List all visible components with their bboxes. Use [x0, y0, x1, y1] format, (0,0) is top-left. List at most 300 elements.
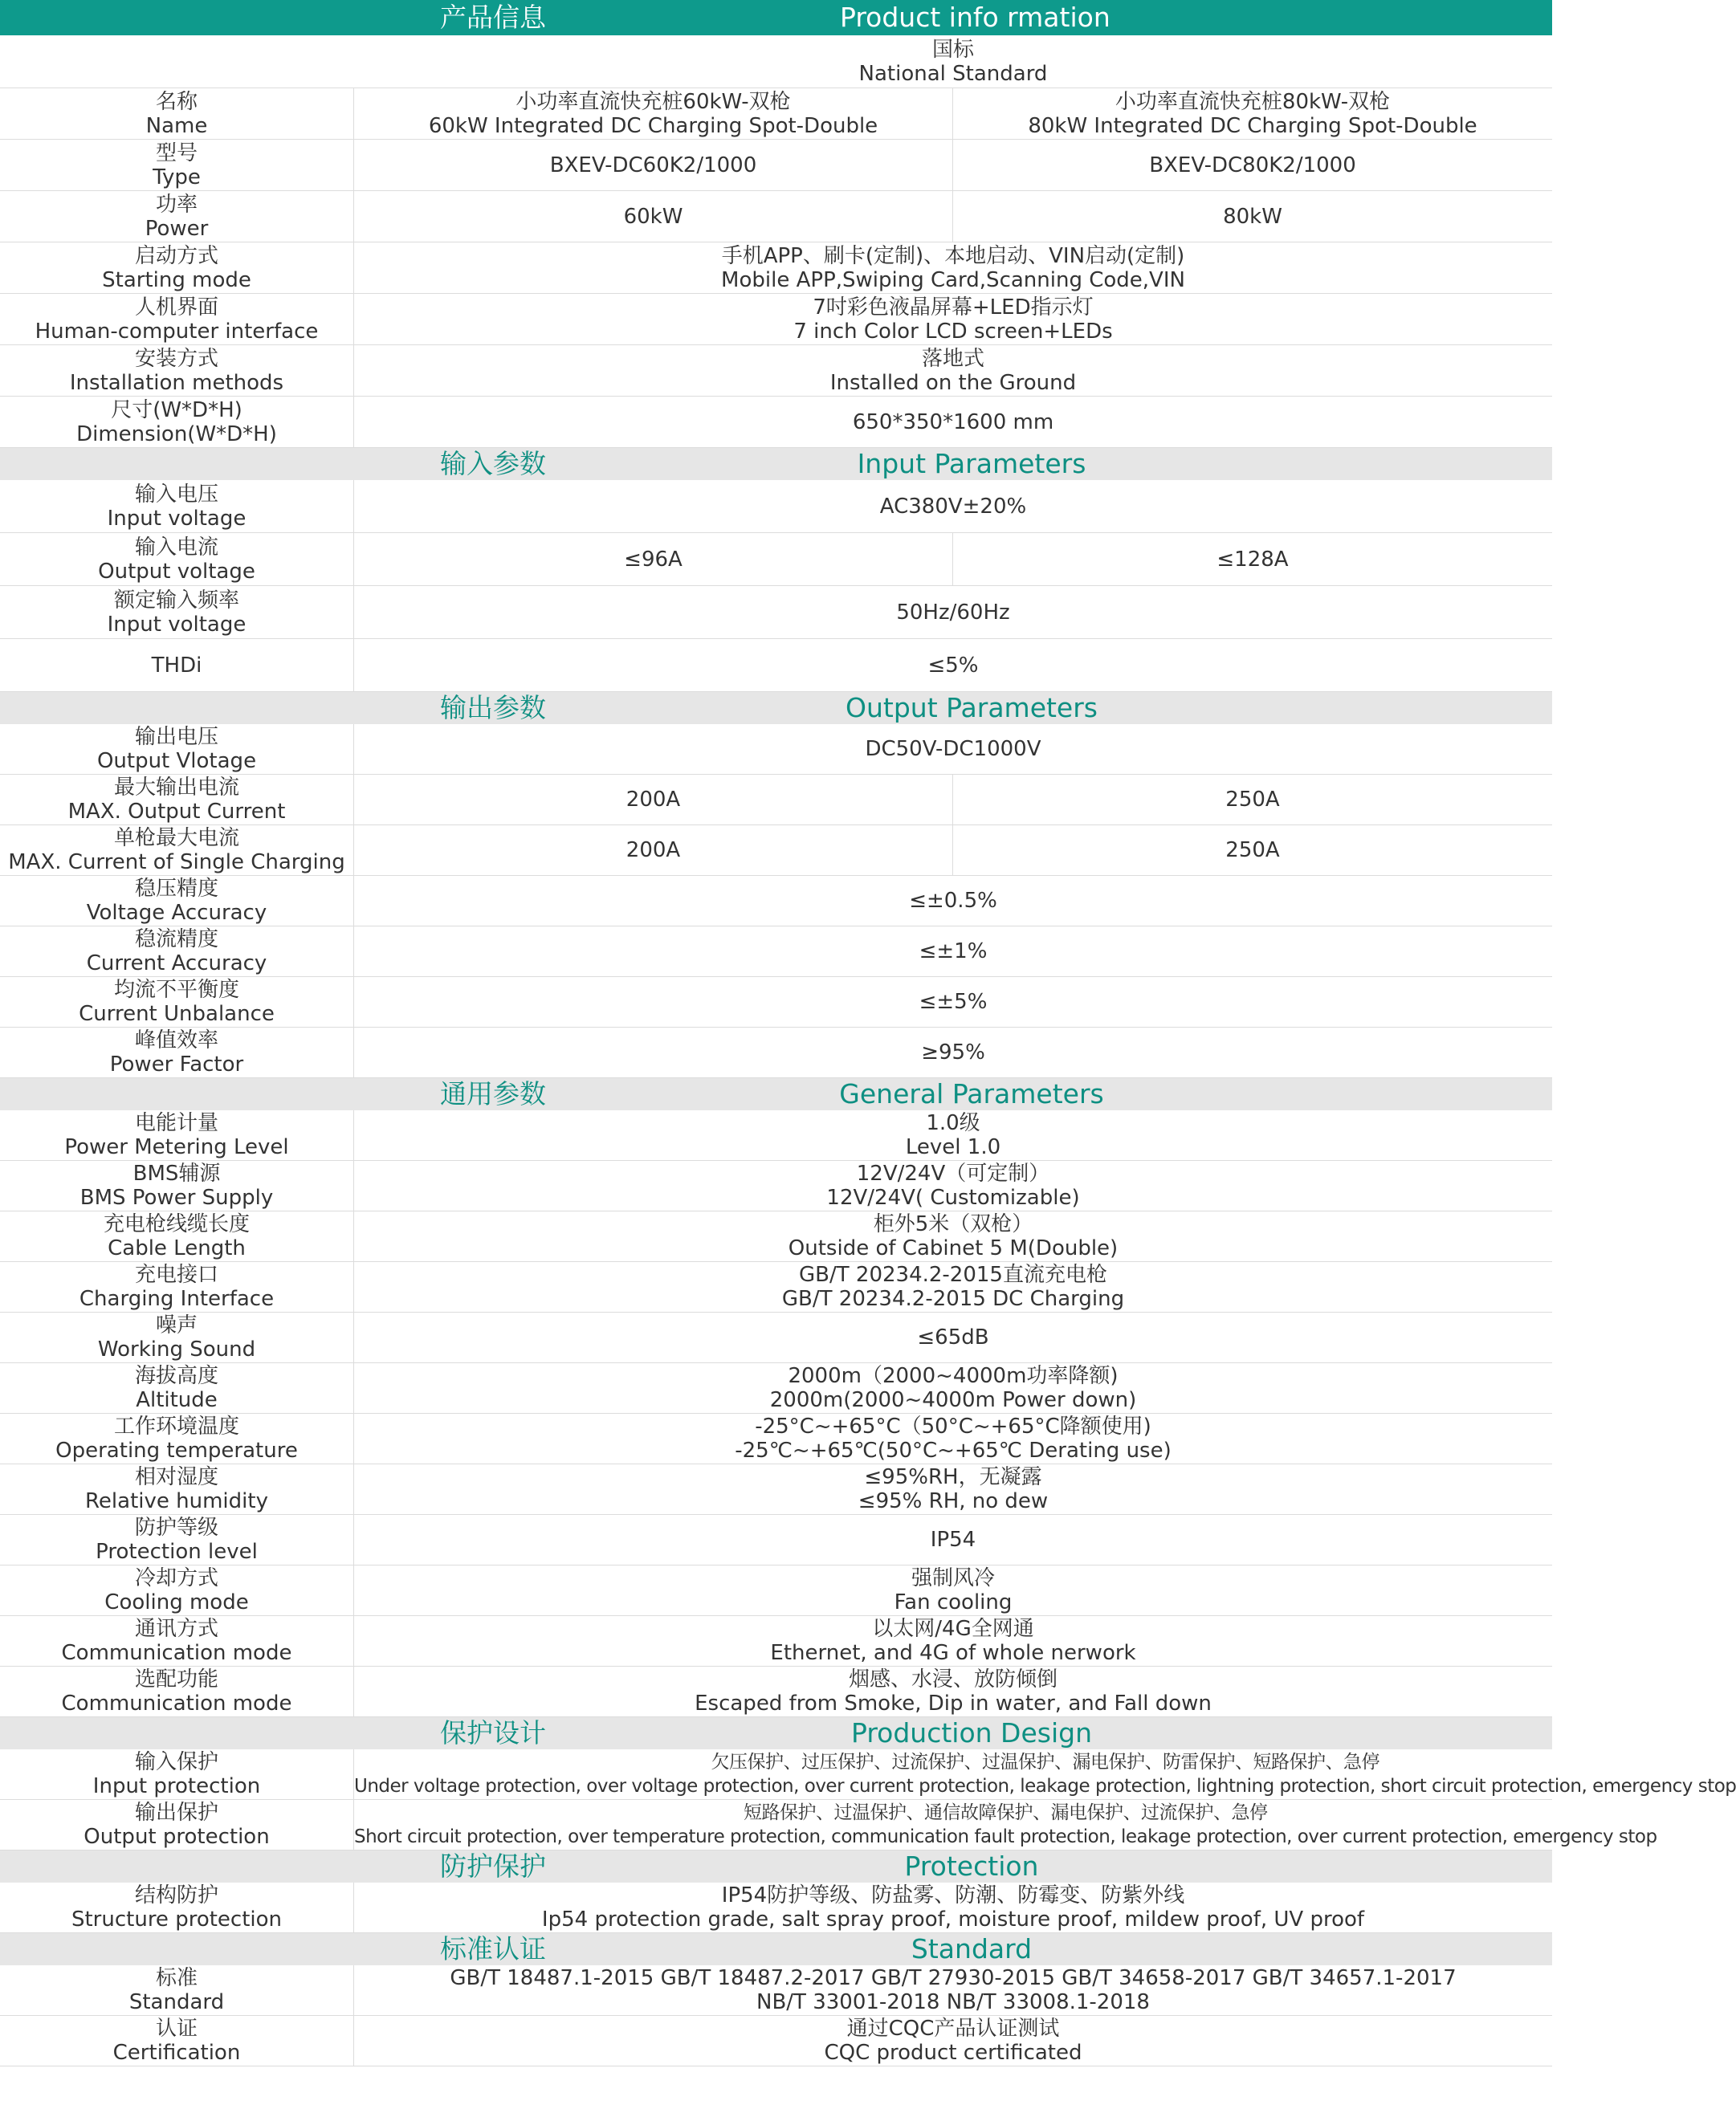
output-parameters-title-en: Output Parameters	[846, 692, 1098, 723]
value-line: 欠压保护、过压保护、过流保护、过温保护、漏电保护、防雷保护、短路保护、急停	[711, 1752, 1379, 1773]
value-cell-60kw	[354, 88, 953, 139]
row-label	[0, 1313, 354, 1362]
label-en: Certification	[112, 2041, 241, 2065]
header-title-zh: 产品信息	[440, 2, 546, 33]
protection-title-en: Protection	[904, 1850, 1039, 1882]
value-line: 12V/24V( Customizable)	[826, 1186, 1080, 1210]
general-parameters-title-zh: 通用参数	[440, 1078, 546, 1109]
label-en: Input voltage	[107, 612, 247, 637]
label-en: Input voltage	[107, 506, 247, 531]
label-zh: 海拔高度	[134, 1364, 218, 1388]
table-row	[0, 1211, 1552, 1262]
row-values	[354, 1313, 1552, 1362]
value-cell	[354, 397, 1552, 447]
label-zh: 电能计量	[134, 1111, 218, 1135]
value-cell-60kw	[354, 533, 953, 585]
row-label	[0, 1667, 354, 1716]
label-zh: BMS辅源	[132, 1162, 221, 1186]
row-label	[0, 1565, 354, 1615]
label-en: Output Vlotage	[96, 749, 257, 773]
value-line: Installed on the Ground	[829, 370, 1077, 395]
value-line: 小功率直流快充桩80kW-双枪	[1115, 89, 1391, 114]
table-row	[0, 1028, 1552, 1078]
row-values	[354, 1515, 1552, 1565]
value-line: Fan cooling	[894, 1590, 1013, 1614]
label-zh: 标准	[155, 1966, 198, 1990]
label-zh: 选配功能	[134, 1667, 218, 1692]
table-row	[0, 1749, 1736, 1800]
row-label	[0, 140, 354, 190]
row-values	[354, 1414, 1552, 1464]
row-values	[354, 775, 1552, 824]
row-label	[0, 242, 354, 293]
table-row	[0, 1414, 1552, 1464]
row-label	[0, 1883, 354, 1932]
value-line: 80kW	[1223, 204, 1282, 229]
label-zh: 结构防护	[134, 1883, 218, 1907]
value-line: ≤5%	[927, 653, 979, 678]
value-cell	[354, 1161, 1552, 1211]
output-parameters-title-zh: 输出参数	[440, 692, 546, 723]
value-cell	[354, 1211, 1552, 1261]
value-line: 650*350*1600 mm	[852, 409, 1054, 434]
label-zh: 型号	[155, 140, 198, 165]
value-line: Level 1.0	[905, 1135, 1001, 1159]
input-parameters-title-en: Input Parameters	[857, 448, 1086, 479]
label-zh: 功率	[155, 192, 198, 217]
table-row	[0, 724, 1552, 775]
value-line: 短路保护、过温保护、通信故障保护、漏电保护、过流保护、急停	[744, 1802, 1268, 1823]
row-values	[354, 242, 1552, 293]
table-row	[0, 1515, 1552, 1565]
value-cell	[354, 876, 1552, 926]
row-values	[354, 926, 1552, 976]
row-label	[0, 1028, 354, 1077]
row-label	[0, 191, 354, 242]
row-values	[354, 140, 1552, 190]
table-row	[0, 926, 1552, 977]
value-line: 60kW	[623, 204, 683, 229]
label-en: Communication mode	[61, 1692, 292, 1716]
label-en: Protection level	[96, 1540, 258, 1564]
output-parameters-header	[0, 692, 1552, 724]
row-label	[0, 1616, 354, 1666]
row-label	[0, 1515, 354, 1565]
value-cell	[354, 639, 1552, 691]
value-line: 1.0级	[926, 1111, 980, 1135]
protection-design-title-zh: 保护设计	[440, 1717, 546, 1749]
value-cell-80kw	[953, 191, 1552, 242]
row-values	[354, 1161, 1552, 1211]
value-line: ≤±0.5%	[909, 889, 997, 913]
value-cell	[354, 1262, 1552, 1312]
row-values	[354, 1110, 1552, 1160]
label-en: Name	[145, 113, 208, 138]
value-line: DC50V-DC1000V	[865, 737, 1041, 761]
value-cell	[354, 1028, 1552, 1077]
value-cell-80kw	[953, 140, 1552, 190]
value-cell	[354, 242, 1552, 293]
label-en: Structure protection	[71, 1907, 283, 1932]
value-line: 烟感、水浸、放防倾倒	[848, 1667, 1057, 1692]
row-label	[0, 1363, 354, 1413]
table-row	[0, 191, 1552, 242]
table-row	[0, 775, 1552, 825]
value-cell-60kw	[354, 825, 953, 875]
row-label	[0, 1161, 354, 1211]
row-values	[354, 1028, 1552, 1077]
row-values	[354, 1565, 1552, 1615]
value-line: 2000m（2000~4000m功率降额)	[788, 1364, 1119, 1388]
value-line: 通过CQC产品认证测试	[846, 2017, 1060, 2041]
value-line: 落地式	[921, 346, 984, 371]
label-zh: 峰值效率	[134, 1028, 218, 1052]
row-label	[0, 825, 354, 875]
label-zh: 均流不平衡度	[113, 978, 239, 1002]
table-row	[0, 1363, 1552, 1414]
row-values	[354, 345, 1552, 396]
label-zh: 安装方式	[134, 346, 218, 371]
protection-header	[0, 1850, 1552, 1883]
table-row	[0, 140, 1552, 191]
label-zh: 名称	[155, 89, 198, 114]
product-info-header	[0, 0, 1552, 35]
label-en: Type	[153, 165, 201, 189]
row-label	[0, 639, 354, 691]
value-cell-60kw	[354, 191, 953, 242]
value-cell	[354, 977, 1552, 1027]
standard-row	[0, 35, 1552, 88]
value-cell	[354, 1749, 1736, 1799]
value-cell	[354, 1110, 1552, 1160]
value-cell	[354, 724, 1552, 774]
row-label	[0, 724, 354, 774]
row-label	[0, 2016, 354, 2066]
label-zh: 工作环境温度	[113, 1415, 239, 1439]
row-label	[0, 397, 354, 447]
value-cell	[354, 1565, 1552, 1615]
label-en: THDi	[151, 653, 202, 678]
value-line: 200A	[626, 788, 681, 812]
label-zh: 输出电压	[134, 725, 218, 749]
table-row	[0, 1464, 1552, 1515]
row-label	[0, 345, 354, 396]
label-en: Cable Length	[108, 1236, 246, 1260]
label-en: Power Metering Level	[64, 1135, 289, 1159]
label-zh: 输出保护	[134, 1801, 218, 1825]
row-label	[0, 876, 354, 926]
value-line: Escaped from Smoke, Dip in water, and Fall down	[695, 1692, 1212, 1716]
label-zh: 冷却方式	[134, 1566, 218, 1590]
value-line: Ethernet, and 4G of whole nerwork	[770, 1641, 1136, 1665]
value-line: 80kW Integrated DC Charging Spot-Double	[1028, 113, 1477, 138]
table-row	[0, 977, 1552, 1028]
label-en: Operating temperature	[55, 1439, 298, 1463]
value-line: Outside of Cabinet 5 M(Double)	[788, 1236, 1119, 1260]
value-line: 7 inch Color LCD screen+LEDs	[793, 319, 1113, 344]
value-line: 7吋彩色液晶屏幕+LED指示灯	[813, 295, 1094, 320]
value-line: IP54防护等级、防盐雾、防潮、防霉变、防紫外线	[721, 1883, 1185, 1907]
row-values	[354, 724, 1552, 774]
value-line: ≥95%	[921, 1040, 985, 1065]
value-line: 强制风冷	[911, 1566, 995, 1590]
label-zh: 启动方式	[134, 243, 218, 268]
input-parameters-header	[0, 448, 1552, 480]
value-cell-80kw	[953, 825, 1552, 875]
row-values	[354, 876, 1552, 926]
value-line: ≤95%RH，无凝露	[864, 1465, 1042, 1489]
label-zh: 额定输入频率	[113, 588, 239, 613]
row-values	[354, 1883, 1552, 1932]
row-label	[0, 1211, 354, 1261]
row-values	[354, 1965, 1552, 2015]
row-label	[0, 977, 354, 1027]
standard-en: National Standard	[858, 61, 1048, 86]
table-row	[0, 345, 1552, 397]
label-en: Installation methods	[69, 370, 284, 395]
value-cell	[354, 1313, 1552, 1362]
header-title-en: Product info rmation	[840, 2, 1110, 33]
table-row	[0, 1161, 1552, 1211]
value-cell	[354, 294, 1552, 344]
row-label	[0, 1262, 354, 1312]
table-row	[0, 397, 1552, 448]
table-row	[0, 639, 1552, 692]
row-values	[354, 88, 1552, 139]
label-en: Human-computer interface	[35, 319, 319, 344]
value-cell	[354, 1414, 1552, 1464]
value-line: GB/T 18487.1-2015 GB/T 18487.2-2017 GB/T 27930-2015 GB/T 34658-2017 GB/T 34657.1-2017	[450, 1966, 1457, 1990]
value-cell	[354, 1965, 1552, 2015]
label-zh: 稳压精度	[134, 877, 218, 901]
value-cell	[354, 480, 1552, 532]
value-line: -25°C~+65°C（50°C~+65°C降额使用)	[755, 1415, 1151, 1439]
value-line: 250A	[1225, 788, 1280, 812]
value-line: 12V/24V（可定制）	[856, 1162, 1050, 1186]
row-values	[354, 397, 1552, 447]
label-zh: 单枪最大电流	[113, 826, 239, 850]
table-row	[0, 2016, 1552, 2066]
label-en: Altitude	[136, 1388, 218, 1412]
value-line: 小功率直流快充桩60kW-双枪	[516, 89, 791, 114]
value-line: ≤±5%	[919, 990, 988, 1014]
label-en: Output protection	[84, 1825, 270, 1849]
row-values	[354, 1616, 1552, 1666]
table-row	[0, 825, 1552, 876]
label-zh: 稳流精度	[134, 927, 218, 951]
value-line: Short circuit protection, over temperature protection, communication fault protection, leakage protection, over current protection, emergency stop	[354, 1826, 1657, 1847]
table-row	[0, 1800, 1657, 1850]
input-parameters-title-zh: 输入参数	[440, 448, 546, 479]
label-en: Relative humidity	[85, 1489, 268, 1513]
label-en: Power Factor	[109, 1052, 244, 1077]
row-values	[354, 1363, 1552, 1413]
label-en: Current Accuracy	[86, 951, 267, 975]
table-row	[0, 480, 1552, 533]
label-zh: 通讯方式	[134, 1617, 218, 1641]
value-line: ≤95% RH, no dew	[858, 1489, 1049, 1513]
standard-certification-title-en: Standard	[911, 1933, 1033, 1964]
row-label	[0, 1414, 354, 1464]
label-zh: 充电枪线缆长度	[103, 1212, 250, 1236]
general-parameters-title-en: General Parameters	[839, 1078, 1104, 1109]
value-line: CQC product certificated	[824, 2041, 1082, 2065]
value-line: 柜外5米（双枪）	[873, 1212, 1033, 1236]
label-en: Input protection	[92, 1774, 261, 1798]
value-line: 以太网/4G全网通	[872, 1617, 1034, 1641]
row-label	[0, 926, 354, 976]
value-cell	[354, 1363, 1552, 1413]
value-line: 手机APP、刷卡(定制)、本地启动、VIN启动(定制)	[721, 243, 1185, 268]
value-line: ≤128A	[1216, 547, 1289, 572]
standard-certification-header	[0, 1933, 1552, 1965]
value-line: BXEV-DC80K2/1000	[1149, 153, 1356, 177]
label-en: Charging Interface	[79, 1287, 275, 1311]
value-line: GB/T 20234.2-2015 DC Charging	[781, 1287, 1125, 1311]
table-row	[0, 1110, 1552, 1161]
value-line: GB/T 20234.2-2015直流充电枪	[799, 1263, 1107, 1287]
label-en: Cooling mode	[104, 1590, 249, 1614]
label-zh: 认证	[155, 2017, 198, 2041]
value-cell	[354, 586, 1552, 638]
row-values	[354, 586, 1552, 638]
row-label	[0, 1110, 354, 1160]
value-line: IP54	[930, 1528, 976, 1552]
standard-certification-title-zh: 标准认证	[440, 1933, 546, 1964]
value-cell	[354, 2016, 1552, 2066]
row-label	[0, 533, 354, 585]
general-parameters-header	[0, 1078, 1552, 1110]
table-row	[0, 1262, 1552, 1313]
label-zh: 防护等级	[134, 1516, 218, 1540]
label-en: MAX. Current of Single Charging	[8, 850, 345, 874]
value-cell	[354, 1883, 1552, 1932]
label-zh: 输入保护	[134, 1750, 218, 1774]
row-values	[354, 1211, 1552, 1261]
value-cell	[354, 926, 1552, 976]
label-zh: 输入电压	[134, 482, 218, 507]
value-line: 50Hz/60Hz	[896, 600, 1010, 625]
label-en: Working Sound	[97, 1337, 256, 1362]
value-cell	[354, 1667, 1552, 1716]
table-row	[0, 1965, 1552, 2016]
value-line: -25℃~+65℃(50°C~+65℃ Derating use)	[735, 1439, 1172, 1463]
value-cell	[354, 1464, 1552, 1514]
label-en: Output voltage	[98, 559, 255, 584]
label-en: Power	[145, 216, 209, 241]
row-label	[0, 294, 354, 344]
label-zh: 人机界面	[134, 295, 218, 320]
standard-zh: 国标	[931, 37, 974, 62]
row-values	[354, 191, 1552, 242]
label-zh: 充电接口	[134, 1263, 218, 1287]
table-row	[0, 1667, 1552, 1717]
value-line: 250A	[1225, 838, 1280, 862]
protection-design-header	[0, 1717, 1552, 1749]
value-line: ≤96A	[624, 547, 683, 572]
value-cell-60kw	[354, 775, 953, 824]
value-line: Under voltage protection, over voltage protection, over current protection, leakage protection, lightning protection, short circuit protection, emergency stop	[354, 1776, 1736, 1797]
label-en: Communication mode	[61, 1641, 292, 1665]
value-line: BXEV-DC60K2/1000	[549, 153, 757, 177]
label-en: Current Unbalance	[79, 1002, 275, 1026]
value-line: AC380V±20%	[879, 494, 1027, 519]
protection-design-title-en: Production Design	[851, 1717, 1092, 1749]
row-values	[354, 480, 1552, 532]
label-zh: 尺寸(W*D*H)	[111, 397, 242, 422]
row-values	[354, 977, 1552, 1027]
value-cell-80kw	[953, 533, 1552, 585]
table-row	[0, 242, 1552, 294]
table-row	[0, 533, 1552, 586]
protection-title-zh: 防护保护	[440, 1850, 546, 1882]
table-row	[0, 586, 1552, 639]
product-rows	[0, 88, 1552, 448]
row-label	[0, 1965, 354, 2015]
value-cell	[354, 345, 1552, 396]
value-cell	[354, 1800, 1657, 1850]
label-en: Standard	[128, 1990, 225, 2014]
label-zh: 最大输出电流	[113, 776, 239, 800]
row-label	[0, 88, 354, 139]
row-values	[354, 1262, 1552, 1312]
row-label	[0, 586, 354, 638]
value-line: Mobile APP,Swiping Card,Scanning Code,VIN	[721, 267, 1185, 292]
row-label	[0, 775, 354, 824]
table-row	[0, 1565, 1552, 1616]
row-values	[354, 1800, 1657, 1850]
value-line: 200A	[626, 838, 681, 862]
table-row	[0, 1313, 1552, 1363]
sections	[0, 448, 1736, 2066]
value-line: ≤65dB	[917, 1325, 989, 1350]
value-cell-80kw	[953, 88, 1552, 139]
table-row	[0, 88, 1552, 140]
row-values	[354, 1464, 1552, 1514]
row-label	[0, 1800, 354, 1850]
row-values	[354, 294, 1552, 344]
label-en: BMS Power Supply	[79, 1186, 274, 1210]
label-en: Voltage Accuracy	[86, 901, 267, 925]
row-values	[354, 533, 1552, 585]
label-zh: 相对湿度	[134, 1465, 218, 1489]
table-row	[0, 294, 1552, 345]
value-line: 60kW Integrated DC Charging Spot-Double	[428, 113, 878, 138]
table-row	[0, 1883, 1552, 1933]
standard-cell	[0, 35, 1552, 88]
label-zh: 噪声	[155, 1313, 198, 1337]
value-cell	[354, 1515, 1552, 1565]
label-en: Starting mode	[102, 267, 251, 292]
row-label	[0, 1749, 354, 1799]
value-cell	[354, 1616, 1552, 1666]
value-line: Ip54 protection grade, salt spray proof, moisture proof, mildew proof, UV proof	[541, 1907, 1365, 1932]
row-values	[354, 639, 1552, 691]
row-values	[354, 1749, 1736, 1799]
row-values	[354, 825, 1552, 875]
value-line: ≤±1%	[919, 939, 988, 963]
row-label	[0, 480, 354, 532]
label-en: Dimension(W*D*H)	[76, 421, 277, 446]
table-row	[0, 876, 1552, 926]
label-en: MAX. Output Current	[67, 800, 286, 824]
value-cell-60kw	[354, 140, 953, 190]
row-values	[354, 1667, 1552, 1716]
label-zh: 输入电流	[134, 535, 218, 560]
value-line: 2000m(2000~4000m Power down)	[769, 1388, 1137, 1412]
value-cell-80kw	[953, 775, 1552, 824]
row-values	[354, 2016, 1552, 2066]
